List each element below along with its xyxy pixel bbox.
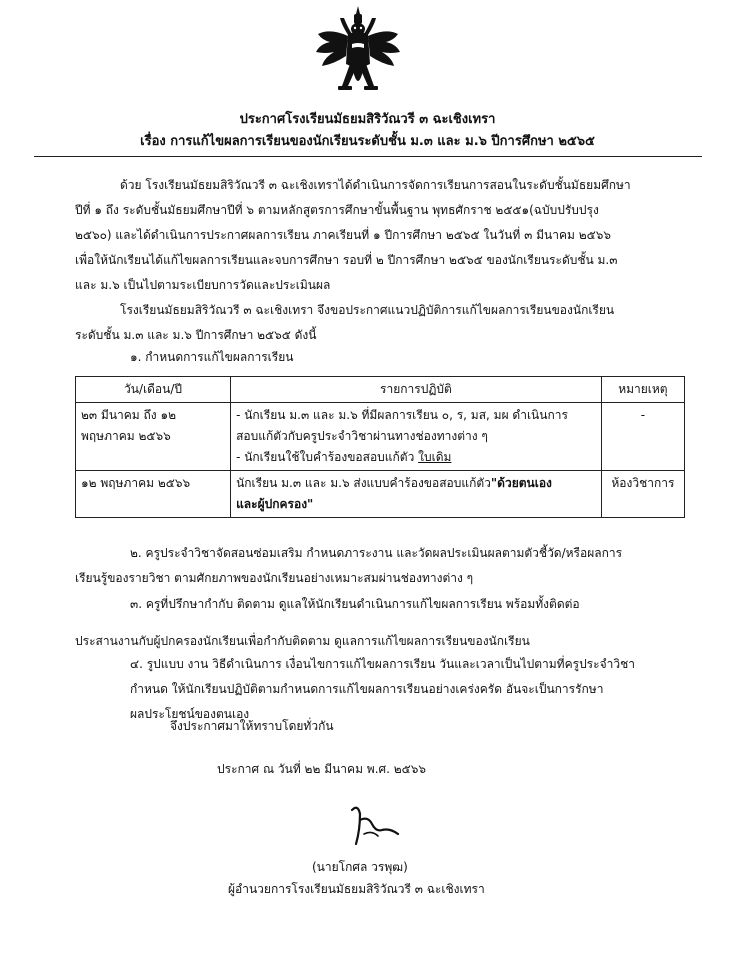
intro-line-5: และ ม.๖ เป็นไปตามระเบียบการวัดและประเมินผล [75, 278, 331, 292]
row2-note: ห้องวิชาการ [601, 471, 684, 518]
row1-action-line-3-text: - นักเรียนใช้ใบคำร้องขอสอบแก้ตัว [236, 450, 419, 464]
schedule-table [75, 376, 685, 518]
item-2-line-2: เรียนรู้ของรายวิชา ตามศักยภาพของนักเรียนอย่างเหมาะสมผ่านช่องทางต่าง ๆ [75, 571, 474, 585]
intro-line-1: ด้วย โรงเรียนมัธยมสิริวัณวรี ๓ ฉะเชิงเทราได้ดำเนินการจัดการเรียนการสอนในระดับชั้นมัธยมศึกษา [120, 178, 631, 192]
intro-line-3: ๒๕๖๐) และได้ดำเนินการประกาศผลการเรียน ภาคเรียนที่ ๑ ปีการศึกษา ๒๕๖๕ ในวันที่ ๓ มีนาคม ๒๕๖๖ [75, 228, 611, 242]
header-action: รายการปฏิบัติ [231, 377, 602, 403]
table-header-row [76, 377, 685, 403]
signer-title: ผู้อำนวยการโรงเรียนมัธยมสิริวัณวรี ๓ ฉะเชิงเทรา [228, 882, 485, 896]
announcement-title: ประกาศโรงเรียนมัธยมสิริวัณวรี ๓ ฉะเชิงเทรา [239, 112, 496, 127]
row1-action-line-3 [236, 447, 596, 468]
announcement-date: ประกาศ ณ วันที่ ๒๒ มีนาคม พ.ศ. ๒๕๖๖ [217, 762, 426, 776]
row1-note: - [601, 403, 684, 471]
item-3-line-1: ๓. ครูที่ปรึกษากำกับ ติดตาม ดูแลให้นักเรียนดำเนินการแก้ไขผลการเรียน พร้อมทั้งติดต่อ [130, 597, 580, 611]
announce-line-2: ระดับชั้น ม.๓ และ ม.๖ ปีการศึกษา ๒๕๖๕ ดังนี้ [75, 328, 317, 342]
row2-action [231, 471, 602, 518]
intro-line-2: ปีที่ ๑ ถึง ระดับชั้นมัธยมศึกษาปีที่ ๖ ตามหลักสูตรการศึกษาขั้นพื้นฐาน พุทธศักราช ๒๕๕๑(ฉบับปรับปรุง [75, 203, 599, 217]
closing-notice: จึงประกาศมาให้ทราบโดยทั่วกัน [170, 719, 334, 733]
row1-date-line-2: พฤษภาคม ๒๕๖๖ [81, 429, 171, 443]
table-row [76, 403, 685, 471]
table-row [76, 471, 685, 518]
item-4-line-1: ๔. รูปแบบ งาน วิธีดำเนินการ เงื่อนไขการแก้ไขผลการเรียน วันและเวลาเป็นไปตามที่ครูประจำวิชา [130, 657, 635, 671]
row2-action-line-1 [236, 473, 596, 494]
signer-name: (นายโกศล วรพุฒ) [312, 860, 408, 874]
row1-action-underlined: ใบเดิม [418, 450, 452, 464]
header-date: วัน/เดือน/ปี [76, 377, 231, 403]
announce-line-1: โรงเรียนมัธยมสิริวัณวรี ๓ ฉะเชิงเทรา จึงขอประกาศแนวปฏิบัติการแก้ไขผลการเรียนของนักเรียน [120, 303, 615, 317]
header-note: หมายเหตุ [601, 377, 684, 403]
row2-action-line-2: และผู้ปกครอง" [236, 497, 314, 511]
row1-action [231, 403, 602, 471]
header-divider [34, 156, 702, 157]
item-4-line-3: ผลประโยชน์ของตนเอง [130, 707, 250, 721]
row1-date [76, 403, 231, 471]
row2-action-bold: "ด้วยตนเอง [490, 476, 552, 490]
garuda-emblem-icon [312, 4, 404, 100]
item-1: ๑. กำหนดการแก้ไขผลการเรียน [130, 350, 294, 364]
row1-action-line-1: - นักเรียน ม.๓ และ ม.๖ ที่มีผลการเรียน ๐, ร, มส, มผ ดำเนินการ [236, 408, 568, 422]
handwritten-signature [338, 800, 408, 855]
intro-line-4: เพื่อให้นักเรียนได้แก้ไขผลการเรียนและจบการศึกษา รอบที่ ๒ ปีการศึกษา ๒๕๖๕ ของนักเรียนระดับชั้น ม.๓ [75, 253, 618, 267]
announcement-subject: เรื่อง การแก้ไขผลการเรียนของนักเรียนระดับชั้น ม.๓ และ ม.๖ ปีการศึกษา ๒๕๖๕ [140, 134, 595, 149]
item-4-line-2: กำหนด ให้นักเรียนปฏิบัติตามกำหนดการแก้ไขผลการเรียนอย่างเคร่งครัด อันจะเป็นการรักษา [130, 682, 604, 696]
row2-date: ๑๒ พฤษภาคม ๒๕๖๖ [76, 471, 231, 518]
row2-action-text: นักเรียน ม.๓ และ ม.๖ ส่งแบบคำร้องขอสอบแก้ตัว [236, 476, 491, 490]
item-2-line-1: ๒. ครูประจำวิชาจัดสอนซ่อมเสริม กำหนดภาระงาน และวัดผลประเมินผลตามตัวชี้วัด/หรือผลการ [130, 546, 623, 560]
item-3-line-2: ประสานงานกับผู้ปกครองนักเรียนเพื่อกำกับติดตาม ดูแลการแก้ไขผลการเรียนของนักเรียน [75, 634, 530, 648]
row1-action-line-2: สอบแก้ตัวกับครูประจำวิชาผ่านทางช่องทางต่าง ๆ [236, 429, 488, 443]
row1-date-line-1: ๒๓ มีนาคม ถึง ๑๒ [81, 408, 176, 422]
